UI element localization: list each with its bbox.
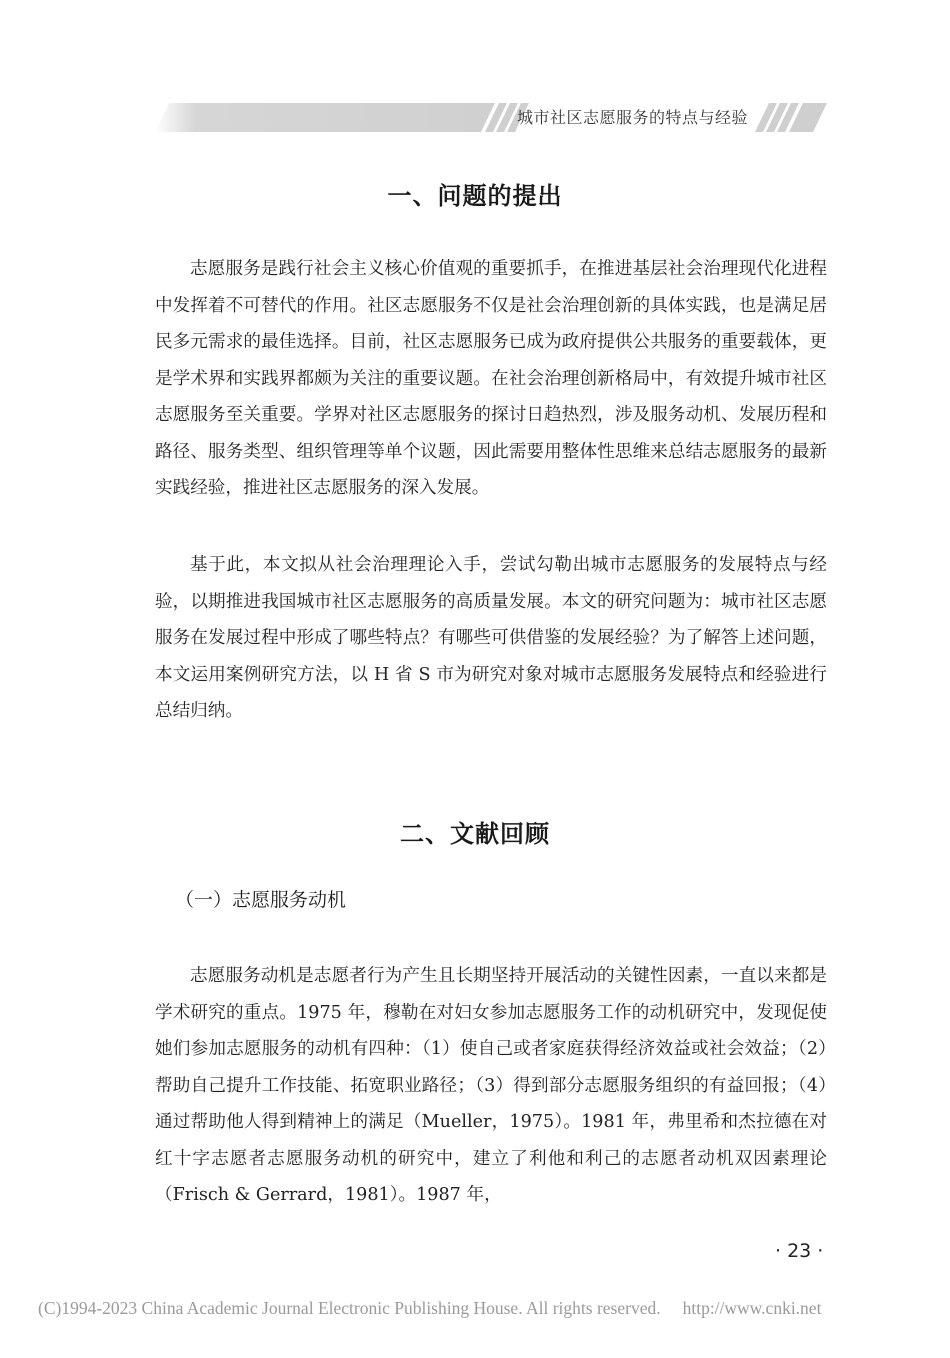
subsection-title-1: （一）志愿服务动机 [175,889,347,911]
copyright-line [38,1298,821,1319]
section-title-2: 二、文献回顾 [400,820,550,848]
running-header-title: 城市社区志愿服务的特点与经验 [517,108,749,127]
paragraph-3: 志愿服务动机是志愿者行为产生且长期坚持开展活动的关键性因素，一直以来都是学术研究的重点。1975 年，穆勒在对妇女参加志愿服务工作的动机研究中，发现促使她们参加志愿服务的动机有四种：（1）使自己或者家庭获得经济效益或社会效益；（2）帮助自己提升工作技能、拓宽职业路径；（3）得到部分志愿服务组织的有益回报；（4）通过帮助他人得到精神上的满足（Mueller，1975）。1981 年，弗里希和杰拉德在对红十字志愿者志愿服务动机的研究中，建立了利他和利己的志愿者动机双因素理论（Frisch & Gerrard，1981）。1987 年， [155,966,827,1205]
cnki-url-link[interactable]: http://www.cnki.net [682,1298,822,1318]
paragraph-1: 志愿服务是践行社会主义核心价值观的重要抓手，在推进基层社会治理现代化进程中发挥着不可替代的作用。社区志愿服务不仅是社会治理创新的具体实践，也是满足居民多元需求的最佳选择。目前，社区志愿服务已成为政府提供公共服务的重要载体，更是学术界和实践界都颇为关注的重要议题。在社会治理创新格局中，有效提升城市社区志愿服务至关重要。学界对社区志愿服务的探讨日趋热烈，涉及服务动机、发展历程和路径、服务类型、组织管理等单个议题，因此需要用整体性思维来总结志愿服务的最新实践经验，推进社区志愿服务的深入发展。 [155,259,827,498]
page-number: · 23 · [775,1240,824,1262]
section-title-1: 一、问题的提出 [387,182,563,210]
copyright-text: (C)1994-2023 China Academic Journal Electronic Publishing House. All rights reserved. [38,1298,661,1318]
paragraph-2: 基于此，本文拟从社会治理理论入手，尝试勾勒出城市志愿服务的发展特点与经验，以期推进我国城市社区志愿服务的高质量发展。本文的研究问题为：城市社区志愿服务在发展过程中形成了哪些特点？有哪些可供借鉴的发展经验？为了解答上述问题，本文运用案例研究方法，以 H 省 S 市为研究对象对城市志愿服务发展特点和经验进行总结归纳。 [155,555,827,721]
